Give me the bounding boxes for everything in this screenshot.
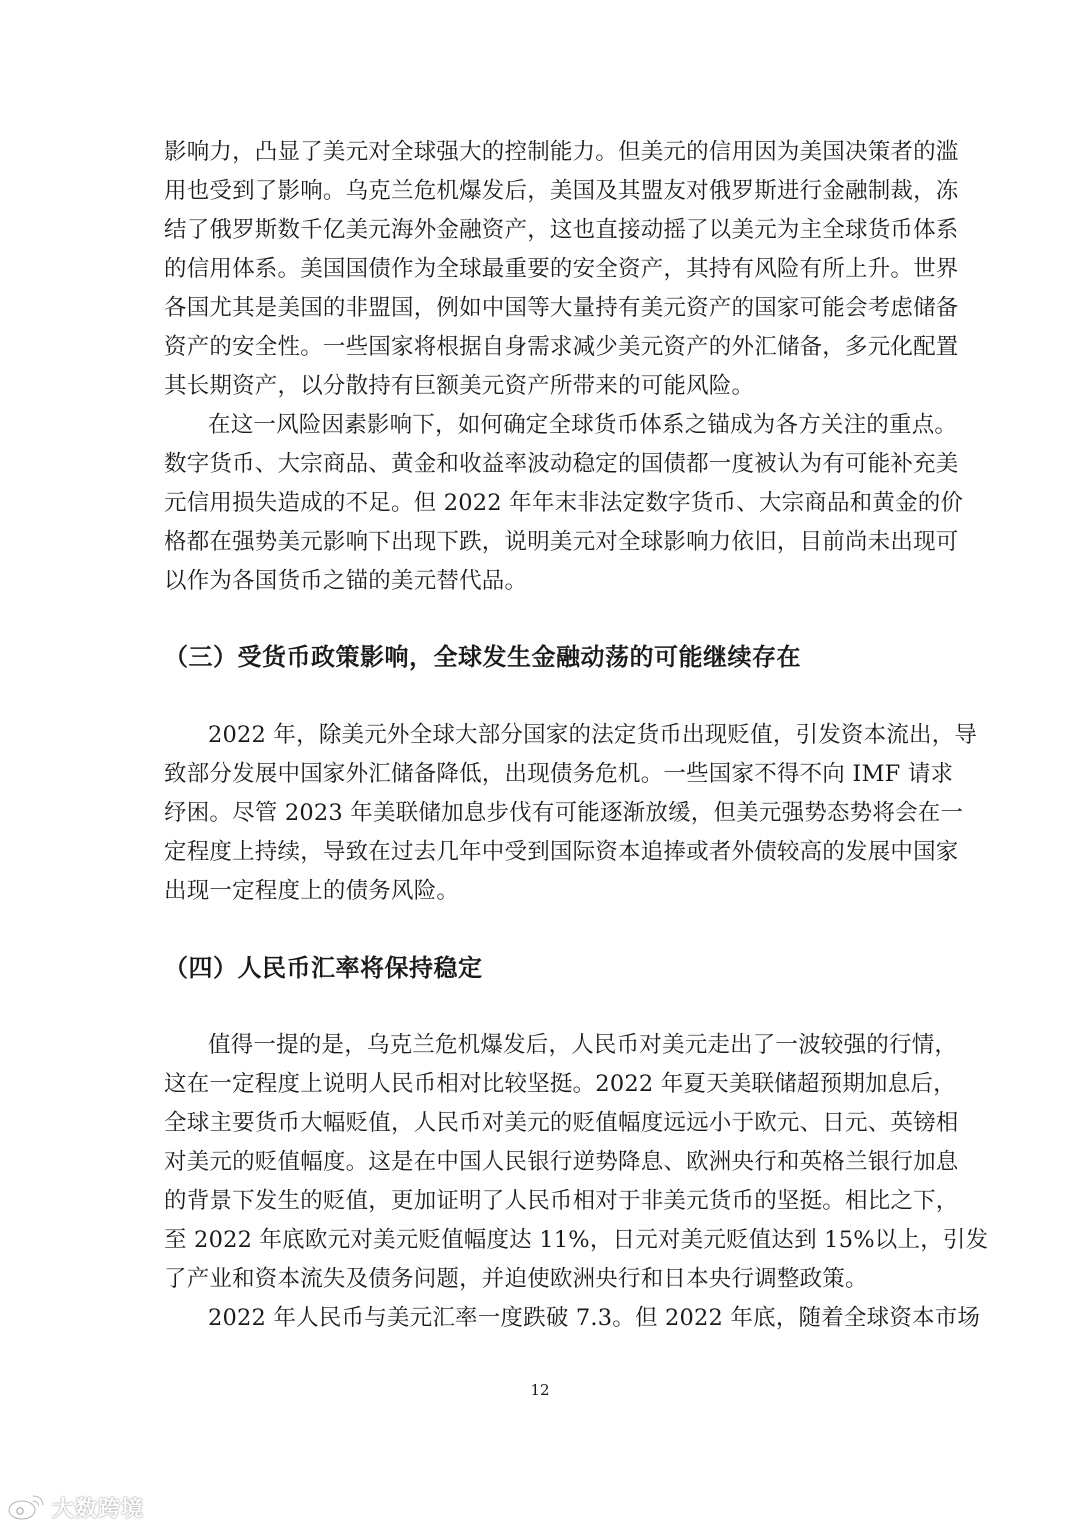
section-heading-4: （四）人民币汇率将保持稳定 xyxy=(164,954,483,982)
paragraph-1-line-3: 结了俄罗斯数千亿美元海外金融资产，这也直接动摇了以美元为主全球货币体系 xyxy=(164,217,959,243)
paragraph-1-line-2: 用也受到了影响。乌克兰危机爆发后，美国及其盟友对俄罗斯进行金融制裁，冻 xyxy=(164,178,959,204)
paragraph-2-line-3: 元信用损失造成的不足。但 2022 年年末非法定数字货币、大宗商品和黄金的价 xyxy=(164,490,964,516)
watermark-text: 大数跨境 xyxy=(52,1496,145,1522)
paragraph-4-line-1: 值得一提的是，乌克兰危机爆发后，人民币对美元走出了一波较强的行情， xyxy=(208,1032,958,1058)
paragraph-4-line-2: 这在一定程度上说明人民币相对比较坚挺。2022 年夏天美联储超预期加息后， xyxy=(164,1071,956,1097)
paragraph-5-line-1: 2022 年人民币与美元汇率一度跌破 7.3。但 2022 年底，随着全球资本市场 xyxy=(208,1305,981,1331)
section-heading-3: （三）受货币政策影响，全球发生金融动荡的可能继续存在 xyxy=(164,643,801,671)
paragraph-4-line-6: 至 2022 年底欧元对美元贬值幅度达 11%，日元对美元贬值达到 15%以上，引发 xyxy=(164,1227,989,1253)
paragraph-4-line-3: 全球主要货币大幅贬值，人民币对美元的贬值幅度远远小于欧元、日元、英镑相 xyxy=(164,1110,959,1136)
paragraph-3-line-4: 定程度上持续，导致在过去几年中受到国际资本追捧或者外债较高的发展中国家 xyxy=(164,839,959,865)
paragraph-3-line-3: 纾困。尽管 2023 年美联储加息步伐有可能逐渐放缓，但美元强势态势将会在一 xyxy=(164,800,964,826)
paragraph-1-line-5: 各国尤其是美国的非盟国，例如中国等大量持有美元资产的国家可能会考虑储备 xyxy=(164,295,959,321)
paragraph-2-line-4: 格都在强势美元影响下出现下跌，说明美元对全球影响力依旧，目前尚未出现可 xyxy=(164,529,959,555)
paragraph-4-line-5: 的背景下发生的贬值，更加证明了人民币相对于非美元货币的坚挺。相比之下， xyxy=(164,1188,959,1214)
paragraph-3-line-5: 出现一定程度上的债务风险。 xyxy=(164,878,460,904)
paragraph-4-line-4: 对美元的贬值幅度。这是在中国人民银行逆势降息、欧洲央行和英格兰银行加息 xyxy=(164,1149,959,1175)
paragraph-1-line-4: 的信用体系。美国国债作为全球最重要的安全资产，其持有风险有所上升。世界 xyxy=(164,256,959,282)
paragraph-2-line-5: 以作为各国货币之锚的美元替代品。 xyxy=(164,568,528,594)
watermark xyxy=(6,1489,144,1525)
paragraph-2-line-2: 数字货币、大宗商品、黄金和收益率波动稳定的国债都一度被认为有可能补充美 xyxy=(164,451,959,477)
paragraph-1-line-1: 影响力，凸显了美元对全球强大的控制能力。但美元的信用因为美国决策者的滥 xyxy=(164,139,959,165)
paragraph-3-line-2: 致部分发展中国家外汇储备降低，出现债务危机。一些国家不得不向 IMF 请求 xyxy=(164,761,954,787)
page-number: 12 xyxy=(530,1381,550,1399)
paragraph-1-line-7: 其长期资产，以分散持有巨额美元资产所带来的可能风险。 xyxy=(164,373,755,399)
paragraph-3-line-1: 2022 年，除美元外全球大部分国家的法定货币出现贬值，引发资本流出，导 xyxy=(208,722,978,748)
paragraph-1-line-6: 资产的安全性。一些国家将根据自身需求减少美元资产的外汇储备，多元化配置 xyxy=(164,334,959,360)
weibo-logo-icon xyxy=(6,1492,48,1522)
paragraph-4-line-7: 了产业和资本流失及债务问题，并迫使欧洲央行和日本央行调整政策。 xyxy=(164,1266,868,1292)
paragraph-2-line-1: 在这一风险因素影响下，如何确定全球货币体系之锚成为各方关注的重点。 xyxy=(208,412,958,438)
